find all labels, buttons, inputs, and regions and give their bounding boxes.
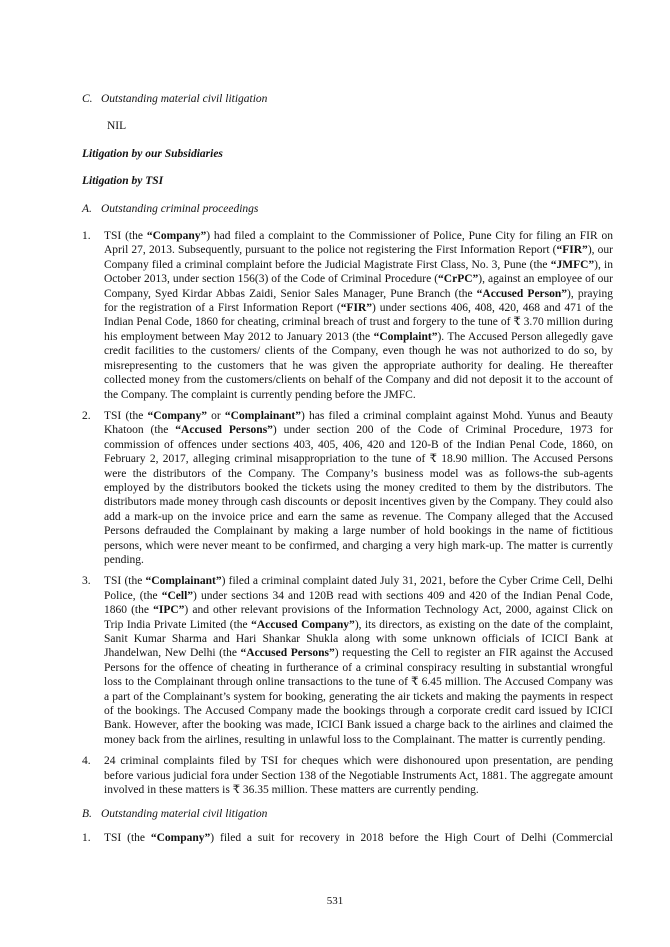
section-letter: C.: [82, 93, 93, 105]
section-heading-a: [82, 202, 613, 216]
heading-text: Outstanding criminal proceedings: [101, 202, 259, 215]
paragraph-text: TSI (the “Complainant”) filed a criminal complaint dated July 31, 2021, before the Cyber Crime Cell, Delhi Police, (the “Cell”) under sections 34 and 120B read with sections 409 and 420 of the Indian Penal Code, 1860 (the “IPC”) and other relevant provisions of the Information Technology Act, 2000, against Click on Trip India Private Limited (the “Accused Company”), its directors, as existing on the date of the complaint, Sanit Kumar Sharma and Hari Shankar Shukla along with some unknown officials of ICICI Bank at Jhandelwan, New Delhi (the “Accused Persons”) requesting the Cell to register an FIR against the Accused Persons for the offence of cheating in furtherance of a criminal conspiracy resulting in substantial wrongful loss to the Complainant through online transactions to the tune of ₹ 6.45 million. The Accused Company was a part of the Complainant’s system for booking, generating the air tickets and making the payments in respect of the bookings. The Accused Company made the bookings through a corporate credit card issued by ICICI Bank. However, after the booking was made, ICICI Bank issued a charge back to the airlines and claimed the money back from the airlines, resulting in unlawful loss to the Complainant. The matter is currently pending.: [104, 575, 614, 746]
item-number: 4.: [82, 755, 91, 768]
heading-text: Outstanding material civil litigation: [101, 808, 268, 821]
section-letter: B.: [82, 808, 92, 821]
civil-litigation-item-1: [82, 831, 613, 845]
item-number: 3.: [82, 575, 91, 588]
criminal-proceeding-item-2: [82, 409, 613, 567]
paragraph-text: 24 criminal complaints filed by TSI for cheques which were dishonoured upon presentation, are pending before various judicial fora under Section 138 of the Negotiable Instruments Act, 1881. The aggregate amount involved in these matters is ₹ 36.35 million. These matters are currently pending.: [104, 755, 613, 797]
criminal-proceeding-item-3: [82, 574, 613, 747]
page-content: [82, 92, 613, 852]
section-letter: A.: [82, 202, 92, 215]
section-heading-b: [82, 807, 613, 821]
paragraph-text: TSI (the “Company” or “Complainant”) has filed a criminal complaint against Mohd. Yunus and Beauty Khatoon (the “Accused Persons”) under section 200 of the Code of Criminal Procedure, 1973 for commission of offences under sections 403, 405, 406, 420 and 120-B of the Indian Penal Code, 1860, on February 2, 2017, alleging criminal misappropriation to the tune of ₹ 18.90 million. The Accused Persons were the distributors of the Company. The Company’s business model was as follows-the sub-agents employed by the distributors booked the tickets using the money credited to them by the distributors. The distributors made money through cash discounts or deposit incentives given by the Company. They could also add a mark-up on the invoice price and earn the same as revenue. The Company alleged that the Accused Persons defrauded the Complainant by making a large number of hold bookings in the name of fictitious persons, which were never meant to be confirmed, and charging a very high mark-up. The matter is currently pending.: [104, 409, 613, 566]
paragraph-text: TSI (the “Company”) had filed a complaint to the Commissioner of Police, Pune City for filing an FIR on April 27, 2013. Subsequently, pursuant to the police not registering the First Information Report (“FIR”), our Company filed a criminal complaint before the Judicial Magistrate First Class, No. 3, Pune (the “JMFC”), in October 2013, under section 156(3) of the Code of Criminal Procedure (“CrPC”), against an employee of our Company, Syed Kirdar Abbas Zaidi, Senior Sales Manager, Pune Branch (the “Accused Person”), praying for the registration of a First Information Report (“FIR”) under sections 406, 408, 420, 468 and 471 of the Indian Penal Code, 1860 for cheating, criminal breach of trust and forgery to the tune of ₹ 3.70 million during his employment between May 2012 to January 2013 (the “Complaint”). The Accused Person allegedly gave credit facilities to the customers/ clients of the Company, even though he was not authorized to do so, by misrepresenting to the customers that he was given the appropriate authority for dealing. He thereafter collected money from the customers/clients on behalf of the Company and did not deposit it to the account of the Company. The complaint is currently pending before the JMFC.: [104, 230, 614, 401]
tsi-litigation-heading: Litigation by TSI: [82, 175, 164, 188]
section-heading-c: [82, 92, 613, 106]
criminal-proceeding-item-1: [82, 229, 613, 402]
subsidiaries-litigation-heading: Litigation by our Subsidiaries: [82, 147, 223, 160]
heading-text: Outstanding material civil litigation: [101, 93, 268, 105]
criminal-proceeding-item-4: [82, 754, 613, 797]
page-number: 531: [326, 895, 344, 907]
item-number: 2.: [82, 409, 91, 422]
paragraph-text: TSI (the “Company”) filed a suit for recovery in 2018 before the High Court of Delhi (Commercial: [104, 831, 613, 844]
nil-text: NIL: [107, 120, 127, 133]
item-number: 1.: [82, 230, 91, 243]
item-number: 1.: [82, 831, 91, 844]
